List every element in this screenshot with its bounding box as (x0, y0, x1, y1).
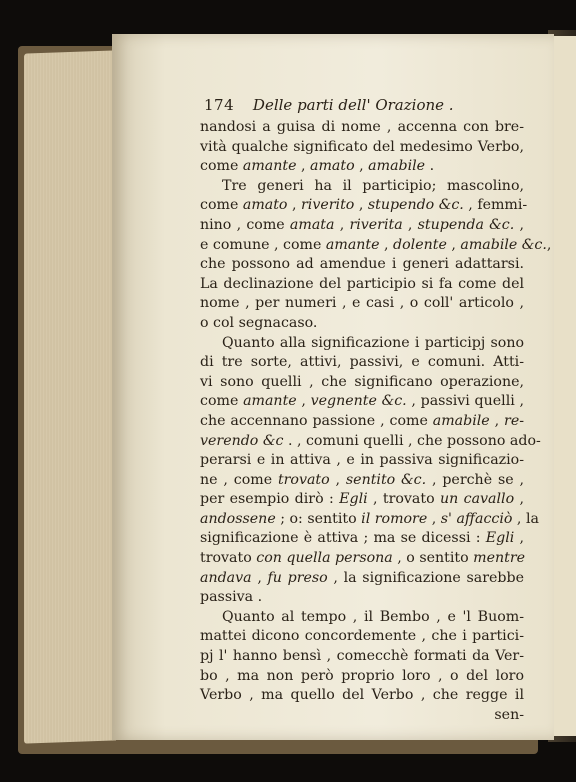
text-run: per esempio dirò : (200, 491, 340, 508)
text-line (200, 451, 524, 471)
text-line (200, 549, 524, 569)
text-run: . , comuni quelli , che possono ado- (283, 432, 541, 449)
text-run: o col segnacaso. (200, 314, 318, 331)
text-run: , (287, 197, 302, 214)
text-line (200, 177, 524, 197)
italic-text: amante (325, 236, 380, 253)
text-run: nandosi a guisa di nome , accenna con bre- (200, 119, 524, 135)
text-run: , (354, 158, 369, 175)
text-run: , la significazione sarebbe (327, 569, 524, 586)
text-run: e comune , come (200, 236, 326, 253)
text-run: , trovato (367, 491, 440, 508)
text-line (200, 373, 524, 393)
italic-text: amabile (432, 412, 490, 429)
text-run: , passivi quelli , (406, 393, 525, 410)
body-text (200, 118, 552, 725)
text-run: ne , come (200, 471, 278, 488)
text-run: La declinazione del participio si fa come del (200, 275, 524, 292)
text-run: Verbo , ma quello del Verbo , che regge il (200, 687, 524, 704)
text-run: pj l' hanno bensì , comecchè formati da Ver- (200, 648, 524, 665)
text-line (200, 627, 524, 647)
text-line (200, 471, 524, 491)
text-line (200, 412, 524, 432)
text-run: , (514, 491, 524, 508)
text-run: che possono ad amendue i generi adattarsi. (200, 256, 524, 273)
italic-text: andava (200, 569, 252, 586)
italic-text: stupendo &c. (367, 197, 464, 214)
italic-text: re- (504, 412, 525, 429)
text-line (200, 392, 524, 412)
text-line (200, 569, 524, 589)
text-line (200, 510, 539, 530)
italic-text: riverita (349, 216, 403, 233)
text-run: , femmi- (463, 197, 528, 214)
page-edges (24, 50, 116, 743)
text-line (200, 647, 524, 667)
text-line (200, 138, 524, 158)
text-run: , o sentito (392, 550, 474, 567)
text-run: nino , come (200, 216, 290, 233)
text-run: , (489, 412, 505, 429)
text-line (200, 118, 524, 138)
italic-text: trovato (277, 471, 330, 488)
italic-text: mentre (473, 550, 526, 567)
text-run: Quanto al tempo , il Bembo , e 'l Buom- (222, 608, 524, 625)
text-line (200, 667, 524, 687)
text-run: , (446, 236, 461, 253)
italic-text: sentito &c. (345, 471, 427, 488)
text-run: bo , ma non però proprio loro , o del loro (200, 667, 524, 684)
text-run: significazione è attiva ; ma se dicessi : (200, 530, 486, 547)
text-run: , (379, 236, 394, 253)
catchword: sen- (494, 706, 524, 723)
text-line (200, 588, 524, 608)
text-line (200, 529, 524, 549)
italic-text: riverito (301, 197, 355, 214)
italic-text: amante (243, 393, 297, 410)
text-line (200, 490, 524, 510)
text-run: nome , per numeri , e casi , o coll' articolo , (200, 295, 524, 312)
text-line (200, 255, 524, 275)
text-run: , (546, 236, 552, 253)
text-run: vità qualche significato del medesimo Verbo, (200, 138, 524, 155)
italic-text: stupenda &c. (417, 216, 515, 233)
text-run: , (296, 158, 310, 175)
italic-text: amante (242, 158, 297, 175)
italic-text: verendo &c (200, 432, 284, 449)
text-line (200, 236, 552, 256)
italic-text: amabile &c. (460, 236, 547, 253)
text-run: , (251, 569, 268, 586)
italic-text: un cavallo (439, 491, 515, 508)
text-run: passiva . (200, 589, 263, 606)
text-line (200, 196, 528, 216)
text-run: , (354, 197, 368, 214)
page-number: 174 (204, 96, 235, 114)
text-line (200, 216, 524, 236)
italic-text: dolente (393, 236, 447, 253)
text-run: , (427, 510, 441, 527)
text-run: Tre generi ha il participio; mascolino, (222, 177, 524, 194)
text-run: , la (512, 510, 539, 527)
text-line (200, 275, 524, 295)
text-run: che accennano passione , come (200, 412, 433, 429)
italic-text: andossene (200, 510, 276, 527)
text-run: , (514, 530, 524, 547)
text-run: di tre sorte, attivi, passivi, e comuni. Atti- (200, 354, 524, 371)
text-line (200, 686, 524, 706)
text-line (200, 314, 524, 334)
text-run: , (402, 216, 418, 233)
italic-text: fu preso (267, 569, 328, 586)
text-line (200, 294, 524, 314)
text-line (200, 608, 524, 628)
text-line (200, 157, 524, 177)
text-run: come (200, 158, 243, 175)
text-run: perarsi e in attiva , e in passiva significazio- (200, 452, 524, 469)
text-run: come (200, 197, 243, 214)
text-line (200, 334, 524, 354)
italic-text: Egli (485, 530, 515, 547)
italic-text: vegnente &c. (310, 393, 407, 410)
text-run: ; o: sentito (275, 510, 362, 527)
italic-text: il romore (361, 510, 428, 527)
text-run: , (329, 471, 346, 488)
text-run: , (296, 393, 311, 410)
text-run: trovato (200, 550, 257, 567)
text-run: come (200, 393, 244, 410)
italic-text: amabile (368, 158, 426, 175)
text-run: . (425, 158, 435, 175)
text-run: vi sono quelli , che significano operazione, (200, 373, 524, 390)
running-head: Delle parti dell' Orazione . (252, 96, 454, 114)
text-run: Quanto alla significazione i participj sono (222, 334, 524, 351)
text-line (200, 353, 524, 373)
text-run: , (334, 216, 350, 233)
italic-text: amato (242, 197, 288, 214)
page-header (204, 96, 524, 114)
text-run: mattei dicono concordemente , che i partici- (200, 628, 524, 645)
text-line (200, 432, 541, 452)
facing-page-strip (552, 36, 576, 736)
italic-text: Egli (339, 491, 368, 508)
text-run: , perchè se , (426, 471, 524, 488)
italic-text: con quella persona (256, 550, 393, 567)
text-run: , (514, 216, 524, 233)
italic-text: amato (310, 158, 355, 175)
italic-text: amata (289, 216, 335, 233)
italic-text: s' affacciò (440, 510, 513, 527)
